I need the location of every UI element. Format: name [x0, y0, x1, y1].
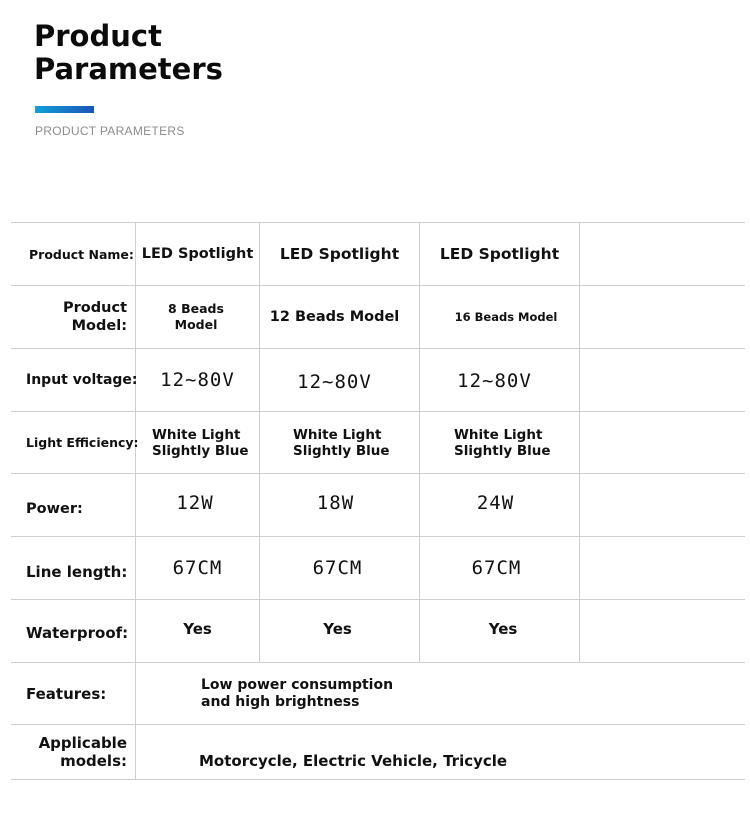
title-line-1: Product — [34, 19, 162, 53]
power-value: 12W — [176, 492, 214, 514]
features-value — [201, 663, 393, 728]
input-voltage-value: 12~80V — [457, 370, 532, 392]
power-value: 18W — [316, 492, 355, 514]
label-line: Model: — [71, 318, 127, 334]
label-line: Product — [63, 300, 127, 316]
waterproof-value: Yes — [323, 620, 352, 638]
applicable-models-value: Motorcycle, Electric Vehicle, Tricycle — [199, 752, 508, 770]
row-label-product-model — [11, 286, 127, 348]
product-model-value: 12 Beads Model — [269, 309, 400, 325]
row-label-line-length: Line length: — [26, 563, 128, 581]
light-efficiency-value: White Light Slightly Blue — [454, 426, 551, 459]
row-label-features: Features: — [26, 684, 107, 703]
row-label-light-efficiency: Light Efficiency: — [26, 435, 139, 450]
row-label-input-voltage: Input voltage: — [26, 372, 138, 388]
features-line: and high brightness — [201, 693, 360, 710]
power-value: 24W — [476, 492, 515, 514]
label-line: Applicable — [38, 734, 127, 752]
row-label-power: Power: — [26, 501, 83, 517]
page-title — [34, 20, 294, 86]
waterproof-value: Yes — [183, 620, 212, 638]
title-accent-bar — [35, 106, 94, 113]
row-label-applicable-models — [11, 725, 127, 779]
product-name-value: LED Spotlight — [141, 246, 254, 262]
input-voltage-value: 12~80V — [160, 369, 235, 391]
product-name-value: LED Spotlight — [279, 245, 400, 263]
table-rule — [11, 779, 745, 780]
line-length-value: 67CM — [471, 557, 522, 579]
light-efficiency-value: White Light Slightly Blue — [152, 426, 249, 459]
row-label-product-name: Product Name: — [29, 246, 134, 262]
page-subtitle: PRODUCT PARAMETERS — [35, 124, 185, 138]
row-label-waterproof: Waterproof: — [26, 624, 129, 642]
waterproof-value: Yes — [488, 620, 518, 638]
product-model-value: 16 Beads Model — [454, 310, 558, 324]
input-voltage-value: 12~80V — [297, 371, 372, 393]
line-length-value: 67CM — [312, 557, 363, 579]
product-model-value: 8 Beads Model — [168, 301, 224, 332]
title-line-2: Parameters — [34, 52, 223, 86]
light-efficiency-value: White Light Slightly Blue — [293, 426, 390, 459]
product-name-value: LED Spotlight — [439, 245, 560, 263]
features-line: Low power consumption — [201, 676, 394, 693]
label-line: models: — [60, 752, 127, 770]
line-length-value: 67CM — [172, 557, 223, 579]
